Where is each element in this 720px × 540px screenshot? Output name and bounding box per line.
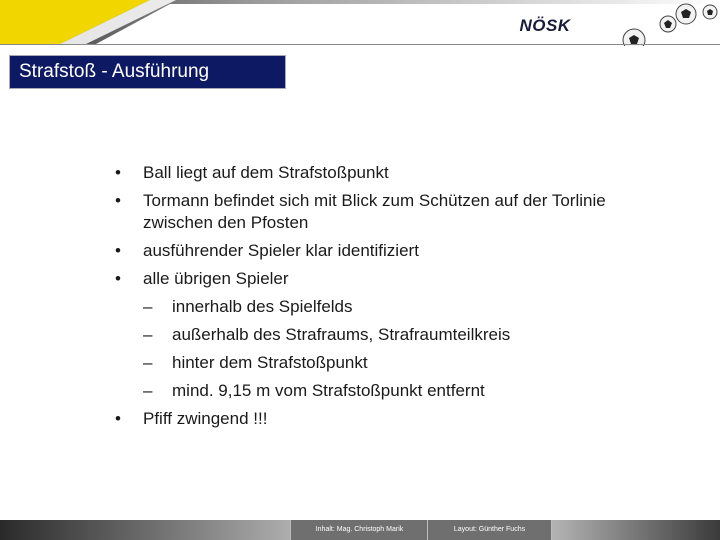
sub-list-item: [110, 380, 670, 402]
footer-layout-credit: Layout: Günther Fuchs: [427, 520, 552, 540]
bullet-marker: •: [115, 269, 121, 288]
sub-bullet-marker: –: [143, 381, 153, 400]
slide-content: [110, 162, 670, 436]
sub-bullet-marker: –: [143, 353, 153, 372]
list-item: [110, 190, 670, 234]
sub-list-item: [110, 324, 670, 346]
soccer-ball-icon: [660, 16, 676, 32]
list-item-text: ausführender Spieler klar identifiziert: [143, 241, 419, 260]
sub-list-item-text: innerhalb des Spielfelds: [172, 297, 353, 316]
header-divider: [0, 44, 720, 45]
sub-list-item: [110, 296, 670, 318]
bullet-list: [110, 162, 670, 290]
sub-list-item-text: hinter dem Strafstoßpunkt: [172, 353, 368, 372]
list-item: [110, 268, 670, 290]
bullet-marker: •: [115, 241, 121, 260]
bullet-marker: •: [115, 409, 121, 428]
brand-logo: NÖSK: [519, 16, 571, 35]
footer-content-credit: Inhalt: Mag. Christoph Marik: [290, 520, 429, 540]
sub-bullet-marker: –: [143, 325, 153, 344]
list-item-text: Pfiff zwingend !!!: [143, 409, 268, 428]
list-item-text: Ball liegt auf dem Strafstoßpunkt: [143, 163, 389, 182]
sub-list-item: [110, 352, 670, 374]
sub-bullet-marker: –: [143, 297, 153, 316]
list-item: [110, 240, 670, 262]
bullet-list-continued: [110, 408, 670, 430]
bullet-marker: •: [115, 191, 121, 210]
bullet-marker: •: [115, 163, 121, 182]
list-item: [110, 408, 670, 430]
sub-list-item-text: mind. 9,15 m vom Strafstoßpunkt entfernt: [172, 381, 485, 400]
list-item-text: alle übrigen Spieler: [143, 269, 289, 288]
sub-bullet-list: [110, 296, 670, 402]
sub-list-item-text: außerhalb des Strafraums, Strafraumteilkreis: [172, 325, 511, 344]
soccer-balls-decoration: [612, 2, 720, 46]
list-item: [110, 162, 670, 184]
slide-title: Strafstoß - Ausführung: [9, 55, 286, 89]
soccer-ball-icon: [676, 4, 696, 24]
list-item-text: Tormann befindet sich mit Blick zum Schützen auf der Torlinie zwischen den Pfosten: [143, 191, 606, 232]
soccer-ball-icon: [703, 5, 717, 19]
